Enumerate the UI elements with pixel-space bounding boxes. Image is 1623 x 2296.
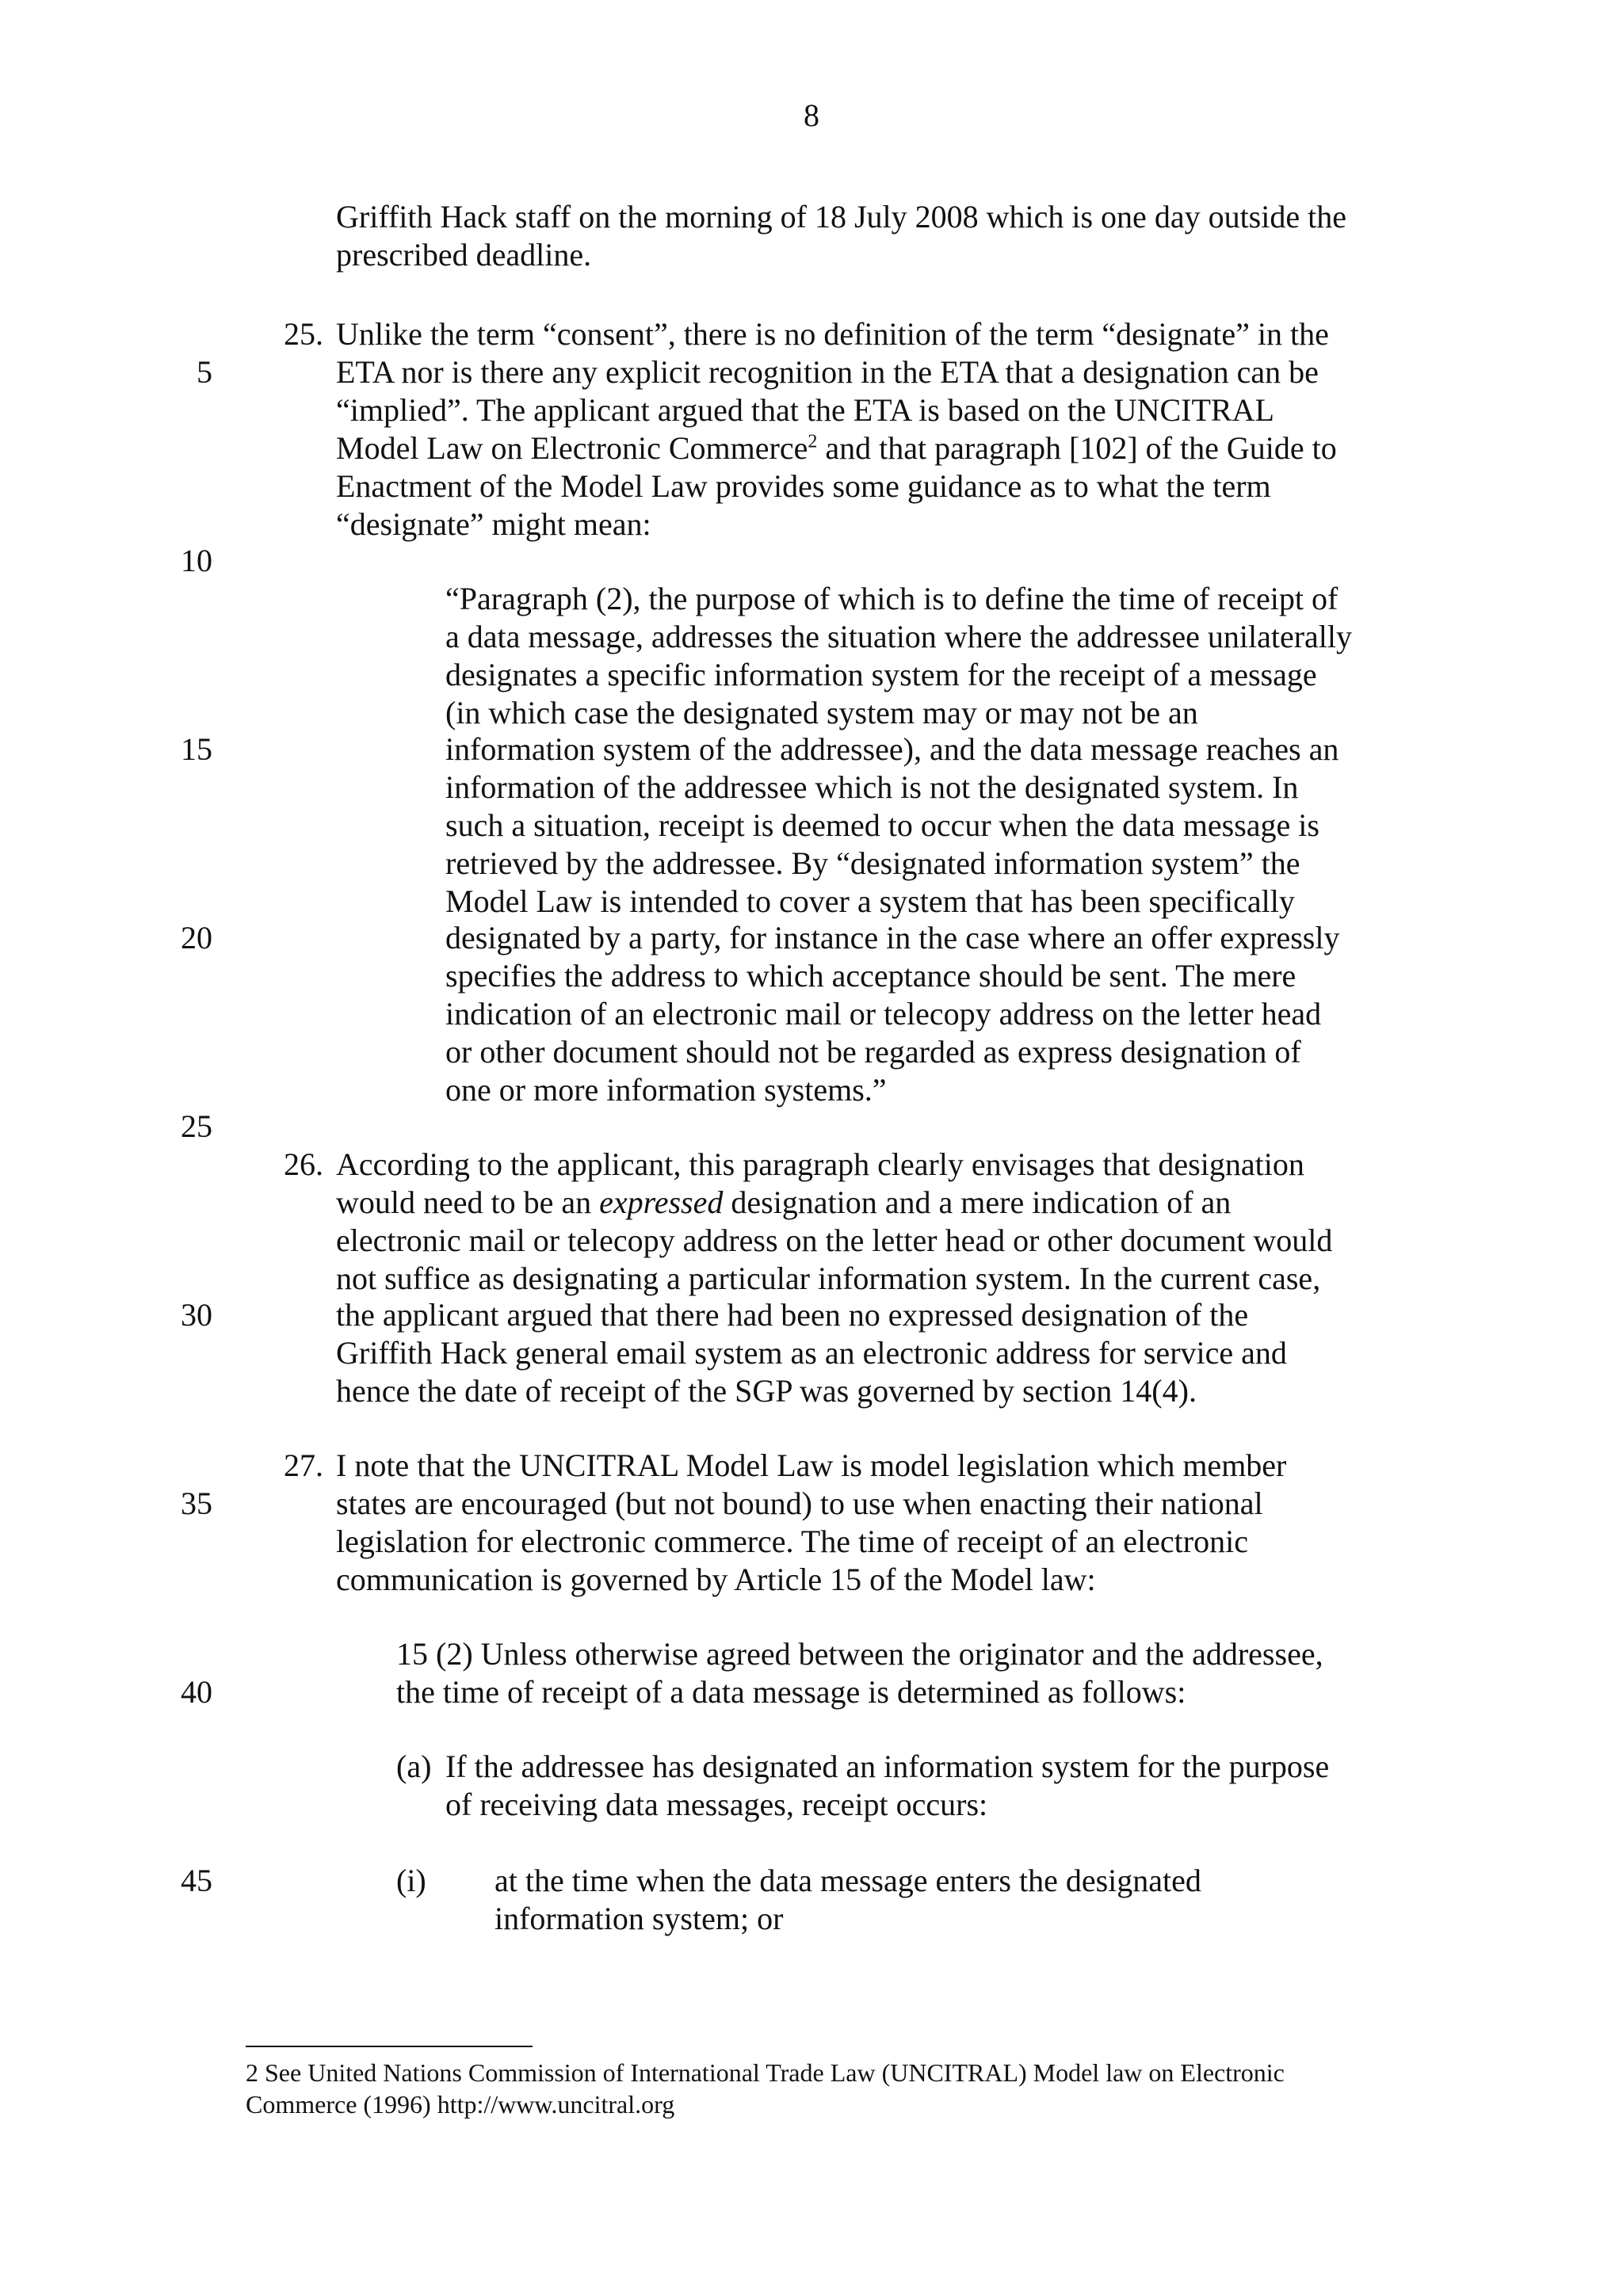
text-line: According to the applicant, this paragraph clearly envisages that designation [336, 1146, 1304, 1182]
paragraph-number: 25. [284, 316, 323, 352]
list-label: (i) [396, 1863, 426, 1898]
line-number: 5 [197, 354, 212, 390]
quote-line: designated by a party, for instance in the case where an offer expressly [445, 920, 1340, 955]
text-line: electronic mail or telecopy address on the letter head or other document would [336, 1222, 1333, 1258]
quote-line: retrieved by the addressee. By “designated information system” the [445, 845, 1300, 881]
quote-line: 15 (2) Unless otherwise agreed between the originator and the addressee, [396, 1636, 1323, 1672]
text-line: not suffice as designating a particular information system. In the current case, [336, 1261, 1321, 1296]
text-line: “implied”. The applicant argued that the ETA is based on the UNCITRAL [336, 392, 1274, 428]
text-run: designation and a mere indication of an [723, 1184, 1232, 1220]
quote-line: of receiving data messages, receipt occurs: [445, 1787, 988, 1822]
text-run: would need to be an [336, 1184, 600, 1220]
footnote [246, 2057, 1395, 2120]
line-number: 25 [181, 1108, 212, 1144]
line-number: 10 [181, 543, 212, 578]
quote-line: Model Law is intended to cover a system that has been specifically [445, 883, 1295, 919]
quote-line: such a situation, receipt is deemed to occur when the data message is [445, 807, 1319, 843]
line-number: 30 [181, 1297, 212, 1333]
line-number: 35 [181, 1486, 212, 1521]
quote-line: (in which case the designated system may or may not be an [445, 695, 1198, 730]
text-line: Griffith Hack general email system as an electronic address for service and [336, 1335, 1287, 1371]
text-line: prescribed deadline. [336, 237, 592, 273]
list-label: (a) [396, 1749, 432, 1784]
quote-line: a data message, addresses the situation where the addressee unilaterally [445, 619, 1353, 654]
quote-line: specifies the address to which acceptance should be sent. The mere [445, 958, 1296, 994]
text-line: “designate” might mean: [336, 506, 651, 542]
text-line: Unlike the term “consent”, there is no definition of the term “designate” in the [336, 316, 1329, 352]
paragraph-number: 26. [284, 1146, 323, 1182]
text-line [336, 429, 1337, 467]
quote-line: information system of the addressee), and the data message reaches an [445, 731, 1339, 767]
quote-line: indication of an electronic mail or telecopy address on the letter head [445, 996, 1322, 1032]
quote-line: at the time when the data message enters the designated [495, 1863, 1201, 1898]
footnote-line: Commerce (1996) http://www.uncitral.org [246, 2090, 675, 2119]
text-line: states are encouraged (but not bound) to use when enacting their national [336, 1486, 1263, 1521]
line-number: 20 [181, 920, 212, 955]
text-line [336, 1184, 1231, 1222]
emphasis-text: expressed [599, 1184, 724, 1220]
line-number: 40 [181, 1674, 212, 1710]
footnote-reference[interactable]: 2 [808, 431, 818, 452]
line-number: 15 [181, 731, 212, 767]
text-line: Enactment of the Model Law provides some guidance as to what the term [336, 468, 1271, 504]
quote-line: designates a specific information system for the receipt of a message [445, 657, 1317, 692]
text-line: I note that the UNCITRAL Model Law is model legislation which member [336, 1447, 1287, 1483]
text-line: the applicant argued that there had been no expressed designation of the [336, 1297, 1249, 1333]
quote-line: or other document should not be regarded as express designation of [445, 1034, 1301, 1070]
text-line: communication is governed by Article 15 of the Model law: [336, 1562, 1096, 1597]
quote-line: If the addressee has designated an information system for the purpose [445, 1749, 1330, 1784]
page-number: 8 [804, 97, 819, 133]
quote-line: “Paragraph (2), the purpose of which is to define the time of receipt of [445, 581, 1338, 616]
text-run: Model Law on Electronic Commerce [336, 430, 808, 466]
quote-line: one or more information systems.” [445, 1072, 887, 1108]
quote-line: the time of receipt of a data message is determined as follows: [396, 1674, 1186, 1710]
paragraph-number: 27. [284, 1447, 323, 1483]
line-number: 45 [181, 1863, 212, 1898]
quote-line: information of the addressee which is not the designated system. In [445, 769, 1299, 805]
text-line: Griffith Hack staff on the morning of 18 July 2008 which is one day outside the [336, 199, 1346, 235]
text-run: and that paragraph [102] of the Guide to [817, 430, 1337, 466]
footnote-line: 2 See United Nations Commission of International Trade Law (UNCITRAL) Model law on Electronic [246, 2058, 1285, 2087]
quote-line: information system; or [495, 1901, 784, 1936]
text-line: hence the date of receipt of the SGP was governed by section 14(4). [336, 1373, 1197, 1409]
text-line: ETA nor is there any explicit recognition in the ETA that a designation can be [336, 354, 1319, 390]
text-line: legislation for electronic commerce. The time of receipt of an electronic [336, 1524, 1248, 1559]
footnote-separator [246, 2046, 533, 2047]
